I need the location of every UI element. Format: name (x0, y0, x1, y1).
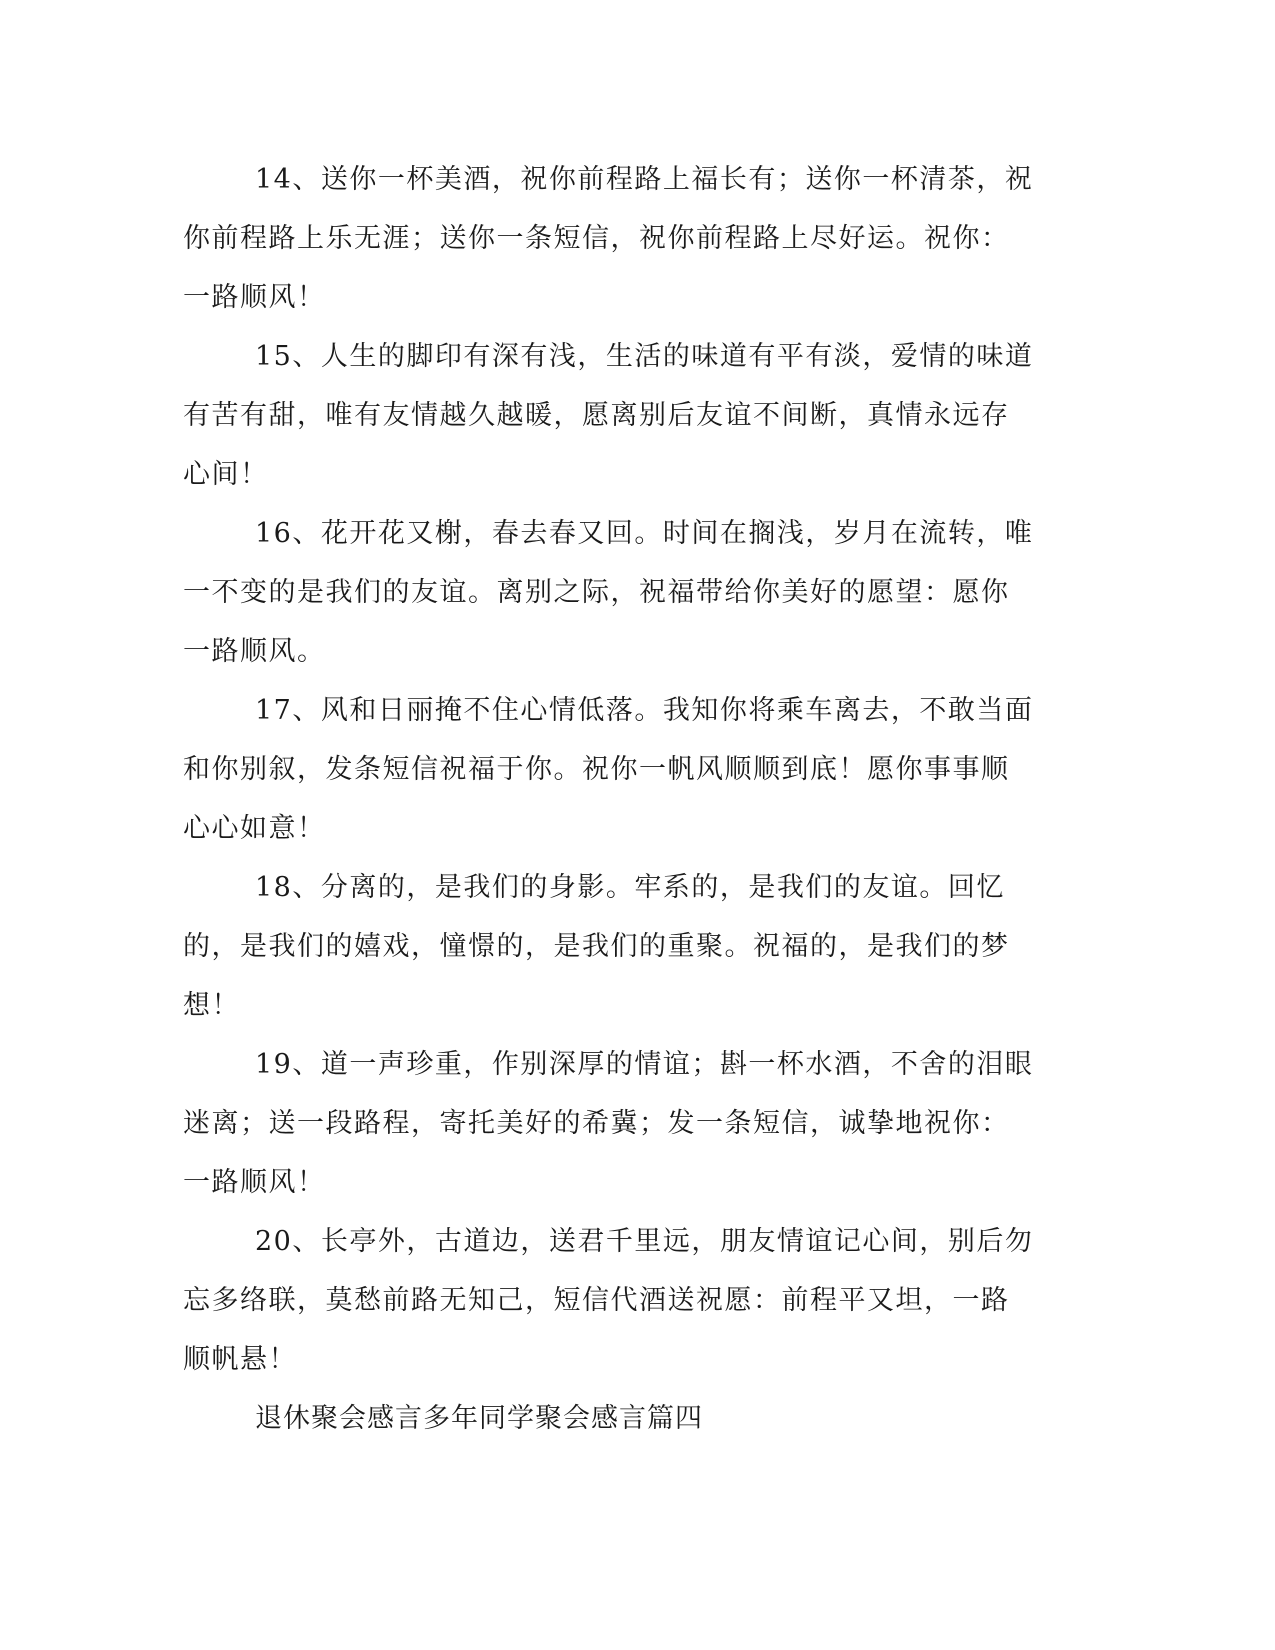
document-body (183, 150, 1037, 1448)
paragraph-14: 14、送你一杯美酒，祝你前程路上福长有；送你一杯清茶，祝你前程路上乐无涯；送你一条短信，祝你前程路上尽好运。祝你：一路顺风！ (183, 164, 1034, 313)
paragraph-15: 15、人生的脚印有深有浅，生活的味道有平有淡，爱情的味道有苦有甜，唯有友情越久越暖，愿离别后友谊不间断，真情永远存心间！ (183, 341, 1034, 490)
paragraph-19: 19、道一声珍重，作别深厚的情谊；斟一杯水酒，不舍的泪眼迷离；送一段路程，寄托美好的希冀；发一条短信，诚挚地祝你：一路顺风！ (183, 1049, 1034, 1198)
paragraph-16: 16、花开花又榭，春去春又回。时间在搁浅，岁月在流转，唯一不变的是我们的友谊。离别之际，祝福带给你美好的愿望：愿你一路顺风。 (183, 518, 1034, 667)
paragraph-20: 20、长亭外，古道边，送君千里远，朋友情谊记心间，别后勿忘多络联，莫愁前路无知己，短信代酒送祝愿：前程平又坦，一路顺帆悬！ (183, 1226, 1034, 1375)
paragraph-18: 18、分离的，是我们的身影。牢系的，是我们的友谊。回忆的，是我们的嬉戏，憧憬的，是我们的重聚。祝福的，是我们的梦想！ (183, 872, 1010, 1021)
section-heading: 退休聚会感言多年同学聚会感言篇四 (255, 1403, 703, 1434)
paragraph-17: 17、风和日丽掩不住心情低落。我知你将乘车离去，不敢当面和你别叙，发条短信祝福于你。祝你一帆风顺顺到底！愿你事事顺心心如意！ (183, 695, 1034, 844)
